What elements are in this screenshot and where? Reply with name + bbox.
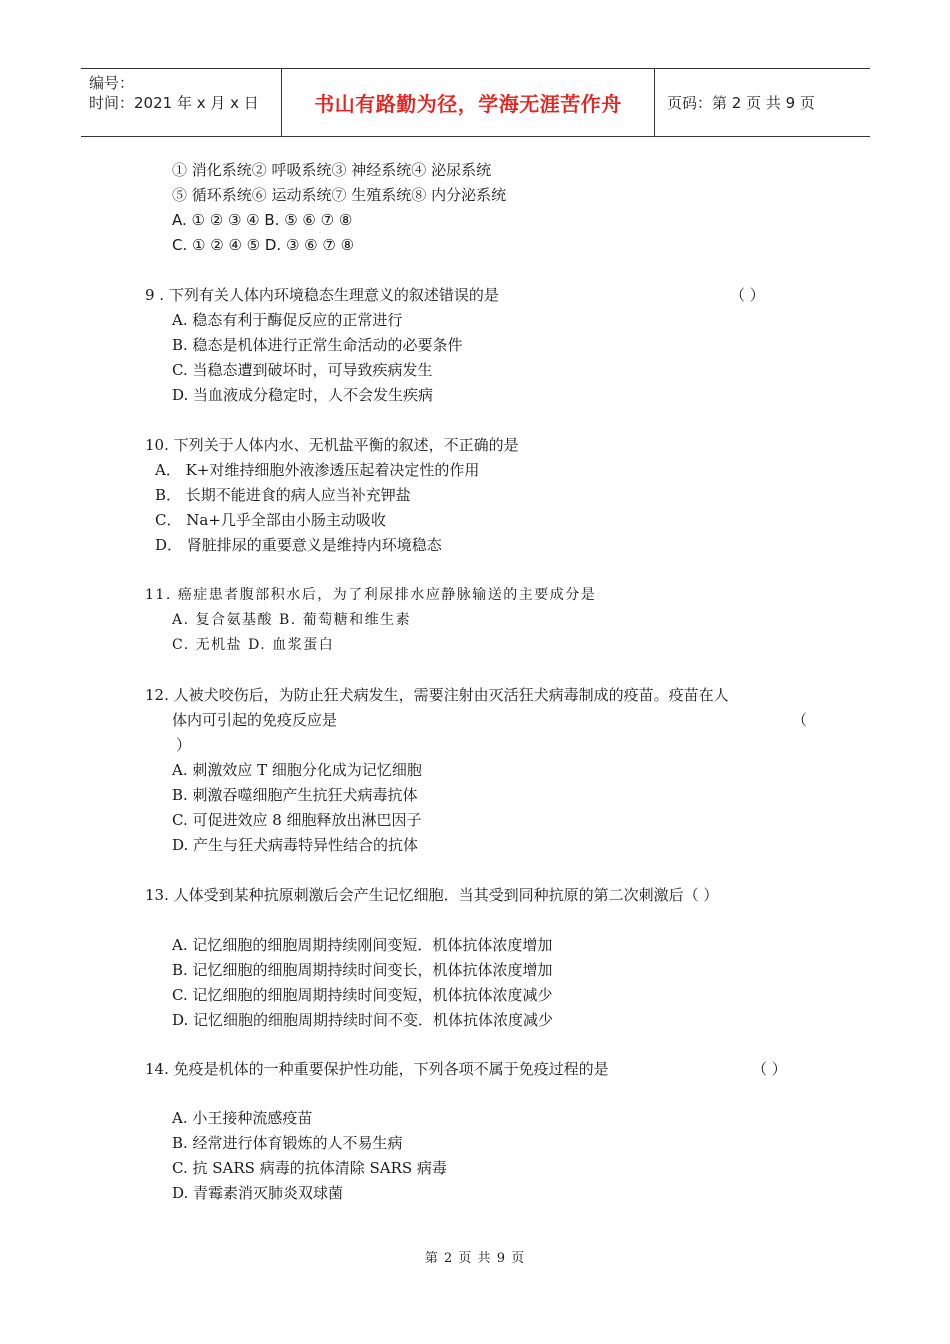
q10-option-b: B． 长期不能进食的病人应当补充钾盐 [155, 486, 411, 504]
number-label: 编号： [89, 74, 135, 92]
q12-option-c: C. 可促进效应 8 细胞释放出淋巴因子 [172, 811, 422, 829]
q8-options-ab: A. ① ② ③ ④ B. ⑤ ⑥ ⑦ ⑧ [172, 211, 353, 229]
q11-stem: 11. 癌症患者腹部积水后，为了利尿排水应静脉输送的主要成分是 [145, 587, 597, 603]
q9-option-d: D. 当血液成分稳定时，人不会发生疾病 [172, 386, 434, 404]
header-page-cell [655, 69, 870, 136]
q13-stem: 13. 人体受到某种抗原刺激后会产生记忆细胞．当其受到同种抗原的第二次刺激后（ ） [145, 886, 719, 904]
q9-option-a: A. 稳态有利于酶促反应的正常进行 [172, 311, 403, 329]
page-label: 页码：第 2 页 共 9 页 [667, 94, 815, 112]
q14-answer-bracket: （ ） [752, 1060, 787, 1078]
q11-options-cd: C. 无机盐 D. 血浆蛋白 [172, 637, 335, 653]
q8-systems-line-1: ① 消化系统② 呼吸系统③ 神经系统④ 泌尿系统 [172, 161, 492, 179]
q14-option-d: D. 青霉素消灭肺炎双球菌 [172, 1184, 344, 1202]
motto-text: 书山有路勤为径，学海无涯苦作舟 [314, 92, 622, 116]
q12-option-b: B. 刺激吞噬细胞产生抗狂犬病毒抗体 [172, 786, 418, 804]
q9-stem: 9 . 下列有关人体内环境稳态生理意义的叙述错误的是 [145, 286, 499, 304]
q9-answer-bracket: （ ） [730, 286, 765, 304]
header-motto-cell [282, 69, 655, 136]
q8-options-cd: C. ① ② ④ ⑤ D. ③ ⑥ ⑦ ⑧ [172, 236, 355, 254]
q12-stem-line-1: 12. 人被犬咬伤后，为防止狂犬病发生，需要注射由灭活狂犬病毒制成的疫苗。疫苗在人 [145, 686, 729, 704]
page-footer: 第 2 页 共 9 页 [424, 1251, 526, 1266]
q12-stem-line-2: 体内可引起的免疫反应是 [172, 711, 338, 729]
q12-option-d: D. 产生与狂犬病毒特异性结合的抗体 [172, 836, 419, 854]
q10-stem: 10. 下列关于人体内水、无机盐平衡的叙述，不正确的是 [145, 436, 519, 454]
q13-option-a: A. 记忆细胞的细胞周期持续刚间变短．机体抗体浓度增加 [172, 936, 553, 954]
q12-bracket-open: （ [792, 711, 808, 729]
q8-systems-line-2: ⑤ 循环系统⑥ 运动系统⑦ 生殖系统⑧ 内分泌系统 [172, 186, 507, 204]
page-header [81, 68, 870, 137]
q13-option-b: B. 记忆细胞的细胞周期持续时间变长，机体抗体浓度增加 [172, 961, 553, 979]
q13-option-d: D. 记忆细胞的细胞周期持续时间不变．机体抗体浓度减少 [172, 1011, 554, 1029]
header-left-cell [81, 69, 282, 136]
q14-option-c: C. 抗 SARS 病毒的抗体清除 SARS 病毒 [172, 1159, 447, 1177]
q10-option-c: C． Na+几乎全部由小肠主动吸收 [155, 511, 386, 529]
q10-option-d: D． 肾脏排尿的重要意义是维持内环境稳态 [155, 536, 442, 554]
q14-stem: 14. 免疫是机体的一种重要保护性功能，下列各项不属于免疫过程的是 [145, 1060, 609, 1078]
q11-options-ab: A. 复合氨基酸 B. 葡萄糖和维生素 [172, 612, 412, 628]
q14-option-b: B. 经常进行体育锻炼的人不易生病 [172, 1134, 403, 1152]
q13-option-c: C. 记忆细胞的细胞周期持续时间变短，机体抗体浓度减少 [172, 986, 553, 1004]
q12-option-a: A. 刺激效应 T 细胞分化成为记忆细胞 [172, 761, 422, 779]
q10-option-a: A． K+对维持细胞外液渗透压起着决定性的作用 [155, 461, 480, 479]
q12-bracket-close: ） [176, 736, 192, 754]
q9-option-c: C. 当稳态遭到破坏时，可导致疾病发生 [172, 361, 433, 379]
q14-option-a: A. 小王接种流感疫苗 [172, 1109, 313, 1127]
time-label: 时间：2021 年 x 月 x 日 [89, 94, 259, 112]
q9-option-b: B. 稳态是机体进行正常生命活动的必要条件 [172, 336, 463, 354]
